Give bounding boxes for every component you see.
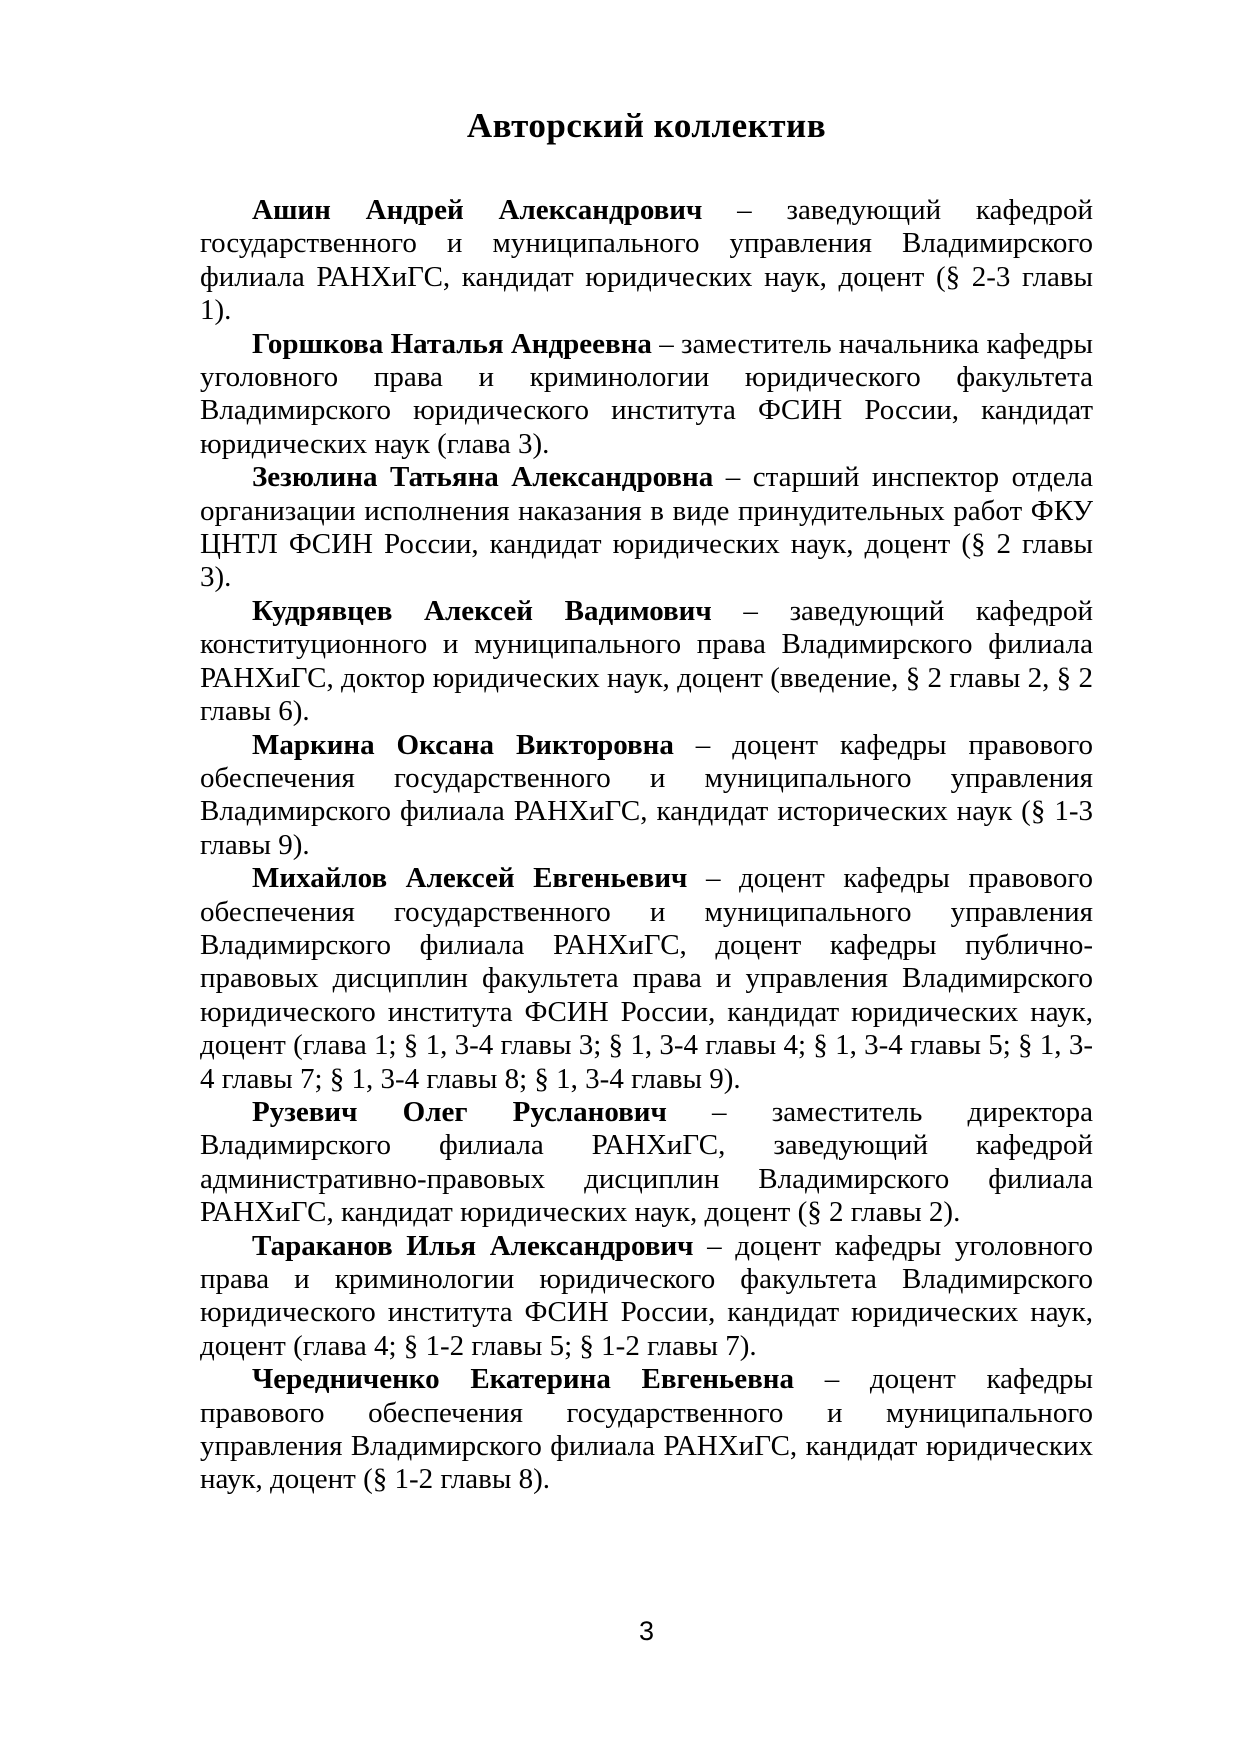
author-description: доцент кафедры правового обеспечения государственного и муниципального управления Владимирского филиала РАНХиГС, кандидат юридических наук, доцент (§ 1-2 главы 8).: [200, 1363, 1093, 1496]
author-paragraph: [200, 1096, 1093, 1230]
author-description: заместитель директора Владимирского филиала РАНХиГС, заведующий кафедрой административно-правовых дисциплин Владимирского филиала РАНХиГС, кандидат юридических наук, доцент (§ 2 главы 2).: [200, 1095, 1094, 1229]
dash-separator: –: [659, 327, 674, 360]
author-paragraph: [200, 461, 1093, 595]
author-paragraph: [200, 595, 1093, 729]
author-description: заведующий кафедрой государственного и муниципального управления Владимирского филиала РАНХиГС, кандидат юридических наук, доцент (§ 2-3 главы 1).: [200, 194, 1094, 327]
author-description: заведующий кафедрой конституционного и муниципального права Владимирского филиала РАНХиГС, доктор юридических наук, доцент (введение, § 2 главы 2, § 2 главы 6).: [200, 594, 1093, 728]
author-paragraph: [200, 729, 1093, 863]
author-name: Тараканов Илья Александрович: [252, 1229, 694, 1262]
author-name: Кудрявцев Алексей Вадимович: [252, 594, 712, 627]
author-name: Рузевич Олег Русланович: [252, 1095, 667, 1128]
author-description: заместитель начальника кафедры уголовного права и криминологии юридического факультета Владимирского юридического института ФСИН России, кандидат юридических наук (глава 3).: [200, 327, 1093, 460]
dash-separator: –: [695, 728, 711, 761]
dash-separator: –: [737, 194, 752, 226]
page-title: Авторский коллектив: [466, 106, 827, 145]
dash-separator: –: [824, 1363, 840, 1396]
author-description: доцент кафедры уголовного права и криминологии юридического факультета Владимирского юридического института ФСИН России, кандидат юридических наук, доцент (глава 4; § 1-2 главы 5; § 1-2 главы 7).: [200, 1229, 1094, 1362]
document-body: [200, 194, 1093, 1497]
author-name: Маркина Оксана Викторовна: [252, 728, 674, 761]
author-paragraph: [200, 1230, 1093, 1364]
author-name: Михайлов Алексей Евгеньевич: [252, 862, 688, 895]
author-name: Чередниченко Екатерина Евгеньевна: [252, 1363, 794, 1396]
author-description: доцент кафедры правового обеспечения государственного и муниципального управления Владимирского филиала РАНХиГС, кандидат исторических наук (§ 1-3 главы 9).: [200, 728, 1094, 861]
author-paragraph: [200, 194, 1093, 328]
author-name: Горшкова Наталья Андреевна: [252, 327, 652, 360]
dash-separator: –: [705, 862, 721, 895]
dash-separator: –: [712, 1095, 727, 1128]
page-number: 3: [638, 1616, 655, 1646]
author-description: старший инспектор отдела организации исполнения наказания в виде принудительных работ ФКУ ЦНТЛ ФСИН России, кандидат юридических наук, доцент (§ 2 главы 3).: [200, 461, 1093, 594]
author-paragraph: [200, 328, 1093, 462]
dash-separator: –: [707, 1229, 722, 1262]
dash-separator: –: [725, 461, 741, 494]
dash-separator: –: [743, 594, 758, 627]
author-description: доцент кафедры правового обеспечения государственного и муниципального управления Владимирского филиала РАНХиГС, доцент кафедры публично-правовых дисциплин факультета права и управления Владимирского юридического института ФСИН России, кандидат юридических наук, доцент (глава 1; § 1, 3-4 главы 3; § 1, 3-4 главы 4; § 1, 3-4 главы 5; § 1, 3-4 главы 7; § 1, 3-4 главы 8; § 1, 3-4 главы 9).: [200, 862, 1094, 1095]
author-paragraph: [200, 862, 1093, 1096]
author-name: Ашин Андрей Александрович: [252, 194, 703, 226]
author-paragraph: [200, 1363, 1093, 1497]
author-name: Зезюлина Татьяна Александровна: [252, 461, 714, 494]
